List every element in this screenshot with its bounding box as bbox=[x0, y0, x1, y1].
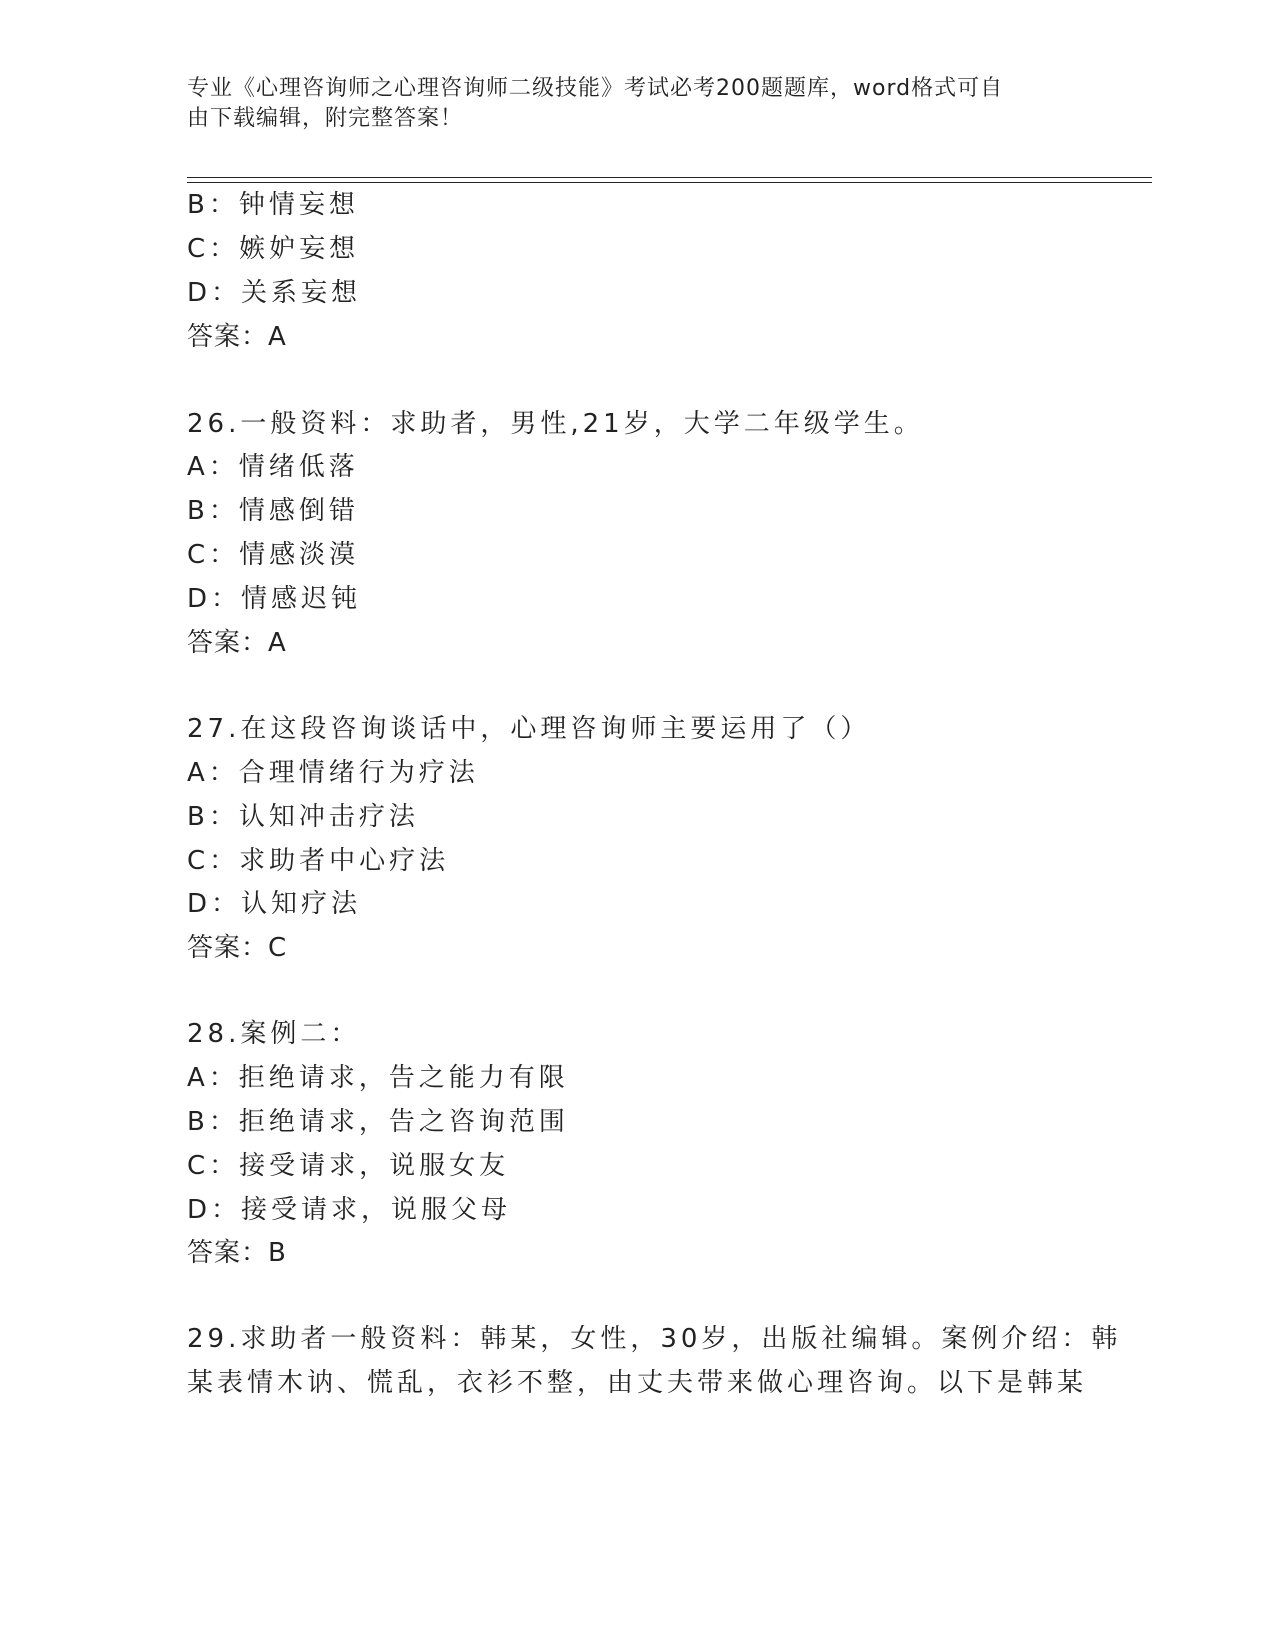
q26-stem: 26.一般资料：求助者，男性,21岁，大学二年级学生。 bbox=[187, 409, 924, 439]
header-divider-top bbox=[187, 177, 1152, 178]
q25-option-c: C：嫉妒妄想 bbox=[187, 234, 360, 264]
q28-answer: 答案：B bbox=[187, 1238, 287, 1268]
q26-option-a: A：情绪低落 bbox=[187, 452, 359, 482]
q29-stem-line-2: 某表情木讷、慌乱，衣衫不整，由丈夫带来做心理咨询。以下是韩某 bbox=[187, 1368, 1088, 1398]
q25-option-b: B：钟情妄想 bbox=[187, 190, 359, 220]
q25-option-d: D：关系妄想 bbox=[187, 278, 362, 308]
header-divider-bottom bbox=[187, 182, 1152, 183]
header-line-1: 专业《心理咨询师之心理咨询师二级技能》考试必考200题题库，word格式可自 bbox=[187, 76, 1004, 101]
q27-option-b: B：认知冲击疗法 bbox=[187, 802, 419, 832]
q27-option-a: A：合理情绪行为疗法 bbox=[187, 758, 479, 788]
q27-option-c: C：求助者中心疗法 bbox=[187, 846, 450, 876]
q26-option-d: D：情感迟钝 bbox=[187, 584, 362, 614]
q26-option-c: C：情感淡漠 bbox=[187, 540, 360, 570]
document-header bbox=[187, 74, 1067, 134]
q25-answer: 答案：A bbox=[187, 322, 287, 352]
q28-option-a: A：拒绝请求，告之能力有限 bbox=[187, 1063, 569, 1093]
q28-option-c: C：接受请求，说服女友 bbox=[187, 1151, 510, 1181]
q27-answer: 答案：C bbox=[187, 933, 288, 963]
q28-option-d: D：接受请求，说服父母 bbox=[187, 1195, 512, 1225]
q29-stem-line-1: 29.求助者一般资料：韩某，女性，30岁，出版社编辑。案例介绍：韩 bbox=[187, 1324, 1122, 1354]
header-line-2: 由下载编辑，附完整答案！ bbox=[187, 106, 464, 131]
q27-option-d: D：认知疗法 bbox=[187, 889, 362, 919]
q28-option-b: B：拒绝请求，告之咨询范围 bbox=[187, 1107, 569, 1137]
q28-stem: 28.案例二： bbox=[187, 1019, 361, 1049]
q26-answer: 答案：A bbox=[187, 628, 287, 658]
q26-option-b: B：情感倒错 bbox=[187, 496, 359, 526]
q27-stem: 27.在这段咨询谈话中，心理咨询师主要运用了（） bbox=[187, 714, 871, 744]
